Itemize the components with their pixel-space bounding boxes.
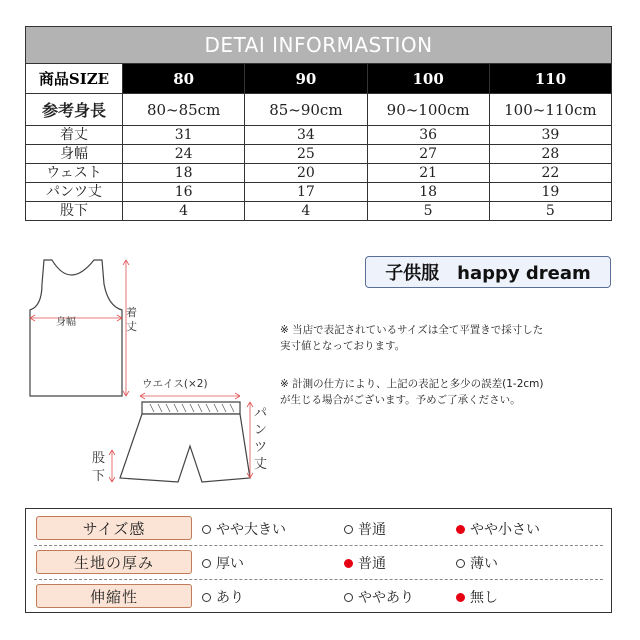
option-text: やや大きい xyxy=(216,522,286,538)
evaluation-panel xyxy=(25,508,612,613)
circle-icon xyxy=(202,559,211,568)
table-row xyxy=(26,183,612,202)
table-row xyxy=(26,164,612,183)
evaluation-option xyxy=(456,553,498,573)
row-label: 股下 xyxy=(26,202,123,221)
option-text: やや小さい xyxy=(470,522,540,538)
row-label: 着丈 xyxy=(26,126,123,145)
pants-length-label-4: 丈 xyxy=(254,457,268,472)
table-title: DETAI INFORMASTION xyxy=(26,27,612,64)
cell-value: 28 xyxy=(489,145,611,164)
option-text: 普通 xyxy=(358,522,386,538)
note-line: が生じる場合がございます。予めご了承ください。 xyxy=(280,394,521,406)
cell-value: 18 xyxy=(123,164,245,183)
cell-value: 21 xyxy=(367,164,489,183)
cell-value: 34 xyxy=(245,126,367,145)
reference-value: 85~90cm xyxy=(245,94,367,126)
row-label: ウェスト xyxy=(26,164,123,183)
evaluation-option xyxy=(202,553,244,573)
note-line: ※ 計測の仕方により、上記の表記と多少の誤差(1-2cm) xyxy=(280,378,544,390)
row-label: 身幅 xyxy=(26,145,123,164)
evaluation-label: サイズ感 xyxy=(36,516,192,540)
evaluation-label: 伸縮性 xyxy=(36,584,192,608)
cell-value: 4 xyxy=(123,202,245,221)
cell-value: 17 xyxy=(245,183,367,202)
evaluation-option xyxy=(344,587,414,607)
inseam-label-2: 下 xyxy=(92,469,106,484)
evaluation-row-stretch xyxy=(26,584,611,610)
size-110: 110 xyxy=(489,64,611,94)
evaluation-option xyxy=(456,519,540,539)
row-label: パンツ丈 xyxy=(26,183,123,202)
cell-value: 18 xyxy=(367,183,489,202)
cell-value: 22 xyxy=(489,164,611,183)
pants-length-label-2: ン xyxy=(254,423,268,438)
size-80: 80 xyxy=(123,64,245,94)
cell-value: 4 xyxy=(245,202,367,221)
cell-value: 36 xyxy=(367,126,489,145)
table-row xyxy=(26,202,612,221)
table-row xyxy=(26,126,612,145)
option-text: あり xyxy=(216,590,244,606)
cell-value: 27 xyxy=(367,145,489,164)
evaluation-option xyxy=(456,587,498,607)
circle-icon xyxy=(202,525,211,534)
divider xyxy=(34,545,603,546)
brand-label: 子供服 happy dream xyxy=(365,256,611,288)
reference-value: 90~100cm xyxy=(367,94,489,126)
pants-length-label-1: パ xyxy=(254,406,268,421)
reference-label: 参考身長 xyxy=(26,94,123,126)
evaluation-row-thickness xyxy=(26,550,611,576)
filled-circle-icon xyxy=(344,559,353,568)
option-text: 普通 xyxy=(358,556,386,572)
filled-circle-icon xyxy=(456,525,465,534)
cell-value: 39 xyxy=(489,126,611,145)
evaluation-option xyxy=(344,553,386,573)
waist-label: ウエイス(×2) xyxy=(142,378,208,390)
filled-circle-icon xyxy=(456,593,465,602)
cell-value: 19 xyxy=(489,183,611,202)
note-line: ※ 当店で表記されているサイズは全て平置きで採寸した xyxy=(280,324,544,336)
cell-value: 24 xyxy=(123,145,245,164)
option-text: ややあり xyxy=(358,590,414,606)
body-width-label: 身幅 xyxy=(56,317,76,328)
evaluation-option xyxy=(202,519,286,539)
circle-icon xyxy=(456,559,465,568)
divider xyxy=(34,579,603,580)
cell-value: 16 xyxy=(123,183,245,202)
size-table xyxy=(25,26,612,221)
circle-icon xyxy=(344,593,353,602)
cell-value: 25 xyxy=(245,145,367,164)
size-90: 90 xyxy=(245,64,367,94)
option-text: 厚い xyxy=(216,556,244,572)
pants-length-label-3: ツ xyxy=(254,440,268,455)
cell-value: 5 xyxy=(367,202,489,221)
length-label-1: 着 xyxy=(126,306,137,319)
tank-top-diagram xyxy=(22,256,142,401)
inseam-label-1: 股 xyxy=(92,451,106,466)
length-label-2: 丈 xyxy=(126,320,137,333)
evaluation-label: 生地の厚み xyxy=(36,550,192,574)
shorts-diagram xyxy=(100,382,280,492)
evaluation-option xyxy=(344,519,386,539)
cell-value: 5 xyxy=(489,202,611,221)
option-text: 薄い xyxy=(470,556,498,572)
size-header-label: 商品SIZE xyxy=(26,64,123,94)
reference-value: 80~85cm xyxy=(123,94,245,126)
cell-value: 31 xyxy=(123,126,245,145)
option-text: 無し xyxy=(470,590,498,606)
evaluation-row-size xyxy=(26,516,611,542)
size-table-container xyxy=(25,26,612,221)
reference-value: 100~110cm xyxy=(489,94,611,126)
table-row xyxy=(26,145,612,164)
circle-icon xyxy=(344,525,353,534)
size-100: 100 xyxy=(367,64,489,94)
cell-value: 20 xyxy=(245,164,367,183)
evaluation-option xyxy=(202,587,244,607)
circle-icon xyxy=(202,593,211,602)
note-line: 実寸値となっております。 xyxy=(280,340,406,352)
